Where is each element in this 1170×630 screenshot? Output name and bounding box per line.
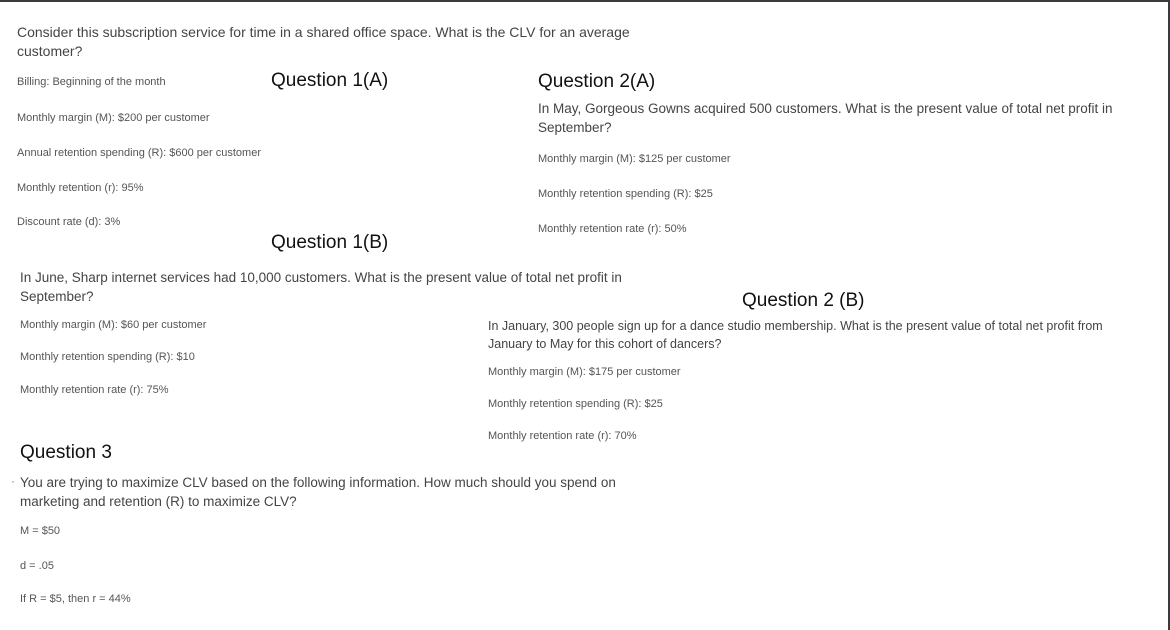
- q1a-retention: Monthly retention (r): 95%: [17, 182, 144, 194]
- q2a-retention-spending: Monthly retention spending (R): $25: [538, 188, 713, 200]
- q2b-heading: Question 2 (B): [742, 290, 865, 311]
- q2b-retention-spending: Monthly retention spending (R): $25: [488, 398, 663, 410]
- q1a-billing: Billing: Beginning of the month: [17, 76, 166, 88]
- q3-margin: M = $50: [20, 525, 61, 537]
- q3-heading: Question 3: [20, 442, 112, 463]
- q2b-margin: Monthly margin (M): $175 per customer: [488, 366, 681, 378]
- q1a-intro: Consider this subscription service for time in a shared office space. What is the CLV for an average customer?: [17, 24, 630, 59]
- q2a-heading: Question 2(A): [538, 71, 656, 92]
- q1b-retention-spending: Monthly retention spending (R): $10: [20, 351, 195, 363]
- q1b-retention-rate: Monthly retention rate (r): 75%: [20, 384, 169, 396]
- bullet-marker: ·: [11, 474, 15, 488]
- q2a-margin: Monthly margin (M): $125 per customer: [538, 153, 731, 165]
- q3-retention-condition: If R = $5, then r = 44%: [20, 593, 131, 605]
- q2a-prompt: In May, Gorgeous Gowns acquired 500 customers. What is the present value of total net profit in September?: [538, 101, 1113, 135]
- q3-prompt: You are trying to maximize CLV based on the following information. How much should you spend on marketing and retention (R) to maximize CLV?: [20, 475, 616, 509]
- q2b-prompt: In January, 300 people sign up for a dance studio membership. What is the present value of total net profit from January to May for this cohort of dancers?: [488, 319, 1103, 351]
- q2a-retention-rate: Monthly retention rate (r): 50%: [538, 223, 687, 235]
- q1b-margin: Monthly margin (M): $60 per customer: [20, 319, 207, 331]
- q1a-margin: Monthly margin (M): $200 per customer: [17, 112, 210, 124]
- q1a-discount: Discount rate (d): 3%: [17, 216, 121, 228]
- q1a-heading: Question 1(A): [271, 70, 389, 91]
- q1a-retention-spending: Annual retention spending (R): $600 per customer: [17, 147, 261, 159]
- q1b-heading: Question 1(B): [271, 232, 389, 253]
- q3-discount: d = .05: [20, 560, 54, 572]
- q1b-prompt: In June, Sharp internet services had 10,000 customers. What is the present value of total net profit in September?: [20, 270, 622, 304]
- q2b-retention-rate: Monthly retention rate (r): 70%: [488, 430, 637, 442]
